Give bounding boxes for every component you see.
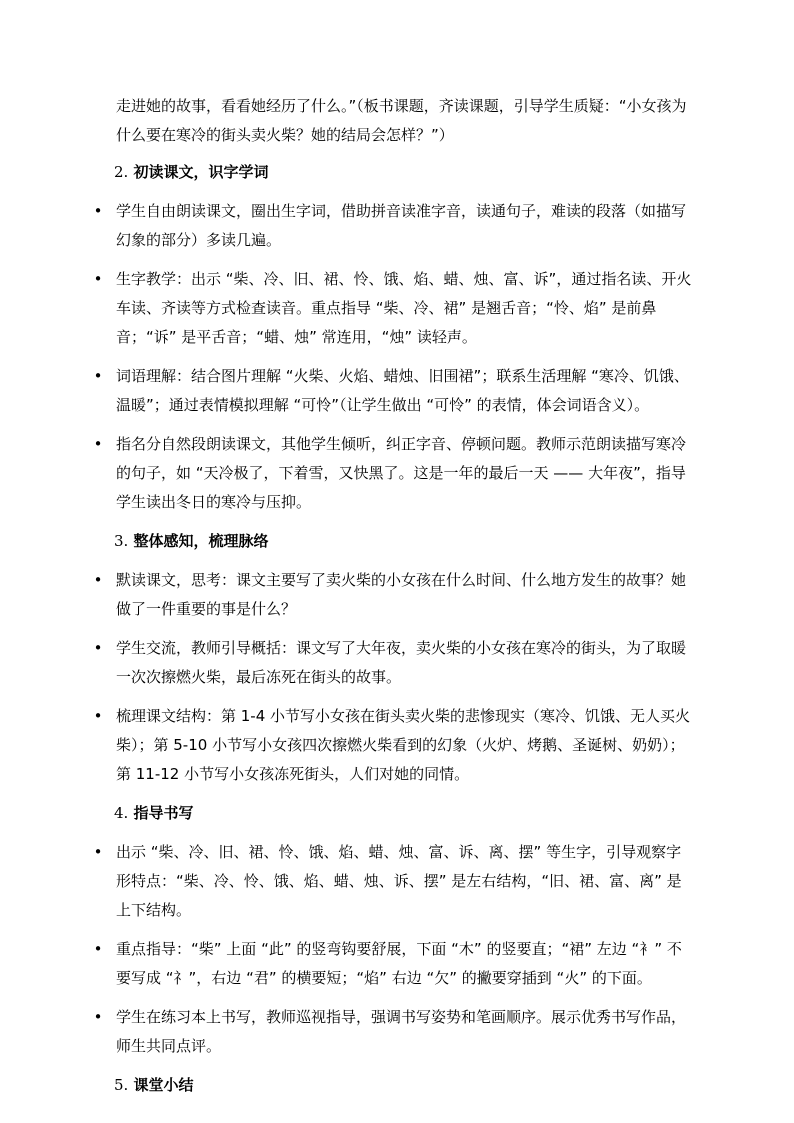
page-content (93, 92, 696, 1110)
section-number: 4. (114, 804, 129, 822)
list-item-text: 学生在练习本上书写，教师巡视指导，强调书写姿势和笔画顺序。展示优秀书写作品，师生共同点评。 (116, 1008, 687, 1055)
list-item (93, 702, 696, 789)
section-heading (114, 799, 696, 828)
bullet-icon: • (93, 367, 103, 385)
bullet-icon: • (93, 202, 103, 220)
section-title: 课堂小结 (133, 1076, 194, 1094)
list-item-text: 默读课文，思考：课文主要写了卖火柴的小女孩在什么时间、什么地方发生的故事？她做了一件重要的事是什么？ (116, 571, 687, 618)
list-item-text: 生字教学：出示 “柴、冷、旧、裙、怜、饿、焰、蜡、烛、富、诉”，通过指名读、开火车读、齐读等方式检查读音。重点指导 “柴、冷、裙” 是翘舌音；“怜、焰” 是前鼻音；“诉” 是平舌音；“蜡、烛” 常连用，“烛” 读轻声。 (116, 270, 692, 346)
section-heading (114, 158, 696, 187)
bullet-icon: • (93, 639, 103, 657)
list-item (93, 1003, 696, 1061)
list-item-text: 指名分自然段朗读课文，其他学生倾听，纠正字音、停顿问题。教师示范朗读描写寒冷的句子，如 “天冷极了，下着雪，又快黑了。这是一年的最后一天 —— 大年夜”，指导学生读出冬日的寒冷与压抑。 (116, 435, 687, 511)
list-item (93, 265, 696, 352)
section-number: 2. (114, 163, 129, 181)
section-number: 5. (114, 1076, 129, 1094)
list-item (93, 935, 696, 993)
list-item-text: 梳理课文结构：第 1-4 小节写小女孩在街头卖火柴的悲惨现实（寒冷、饥饿、无人买火柴）；第 5-10 小节写小女孩四次擦燃火柴看到的幻象（火炉、烤鹅、圣诞树、奶奶）；第 11-12 小节写小女孩冻死街头，人们对她的同情。 (116, 707, 691, 783)
list-item (93, 566, 696, 624)
list-item (93, 838, 696, 925)
section-title: 指导书写 (133, 804, 194, 822)
bullet-icon: • (93, 435, 103, 453)
list-item-text: 词语理解：结合图片理解 “火柴、火焰、蜡烛、旧围裙”；联系生活理解 “寒冷、饥饿、温暖”；通过表情模拟理解 “可怜”（让学生做出 “可怜” 的表情，体会词语含义）。 (116, 367, 689, 414)
list-item (93, 430, 696, 517)
section-heading (114, 1071, 696, 1100)
list-item-text: 学生交流，教师引导概括：课文写了大年夜，卖火柴的小女孩在寒冷的街头，为了取暖一次次擦燃火柴，最后冻死在街头的故事。 (116, 639, 687, 686)
list-item-text: 重点指导：“柴” 上面 “此” 的竖弯钩要舒展，下面 “木” 的竖要直；“裙” 左边 “衤” 不要写成 “礻”，右边 “君” 的横要短；“焰” 右边 “欠” 的撇要穿插到 “火” 的下面。 (116, 940, 682, 987)
section-heading (114, 527, 696, 556)
section-number: 3. (114, 532, 129, 550)
section-title: 整体感知，梳理脉络 (133, 532, 269, 550)
bullet-icon: • (93, 270, 103, 288)
list-item (93, 634, 696, 692)
intro-paragraph: 走进她的故事，看看她经历了什么。”（板书课题，齐读课题，引导学生质疑：“小女孩为什么要在寒冷的街头卖火柴？她的结局会怎样？”） (116, 97, 687, 144)
list-item-text: 学生自由朗读课文，圈出生字词，借助拼音读准字音，读通句子，难读的段落（如描写幻象的部分）多读几遍。 (116, 202, 687, 249)
bullet-icon: • (93, 707, 103, 725)
list-item (93, 197, 696, 255)
bullet-icon: • (93, 1008, 103, 1026)
sections-container (93, 158, 696, 1100)
list-item-text: 出示 “柴、冷、旧、裙、怜、饿、焰、蜡、烛、富、诉、离、摆” 等生字，引导观察字形特点：“柴、冷、怜、饿、焰、蜡、烛、诉、摆” 是左右结构，“旧、裙、富、离” 是上下结构。 (116, 843, 682, 919)
list-item (93, 362, 696, 420)
bullet-icon: • (93, 940, 103, 958)
bullet-icon: • (93, 843, 103, 861)
bullet-icon: • (93, 571, 103, 589)
section-title: 初读课文，识字学词 (133, 163, 269, 181)
